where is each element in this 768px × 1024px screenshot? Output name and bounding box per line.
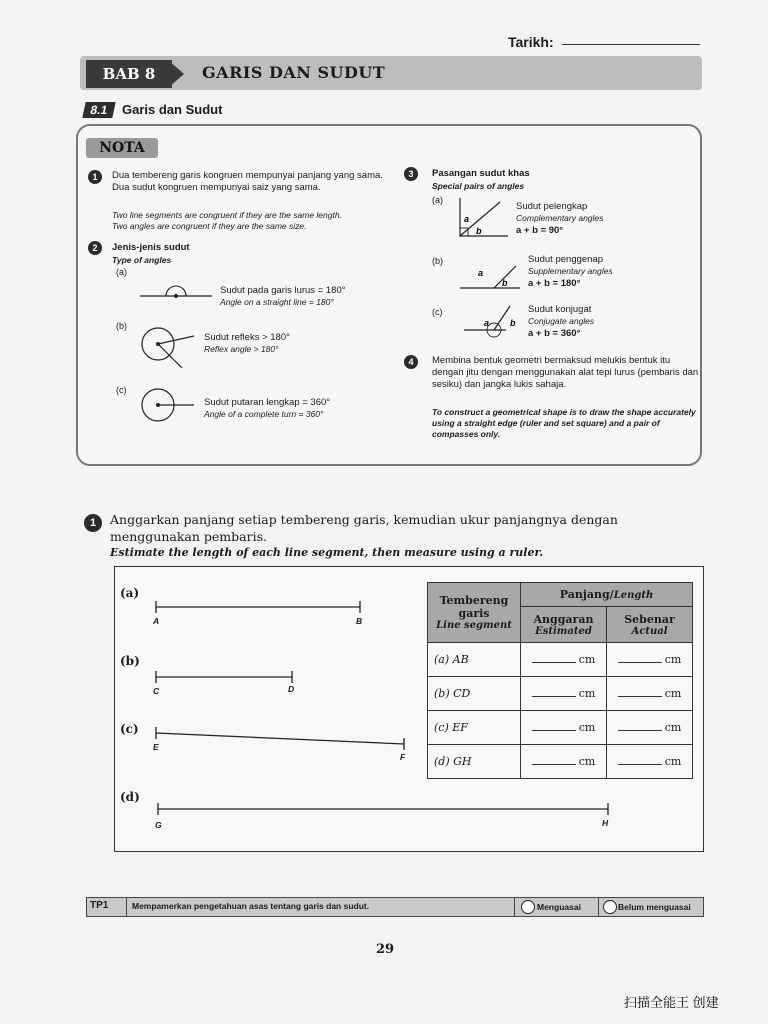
- col-length-header: Panjang/Length: [521, 583, 693, 607]
- note-2b-text: Sudut refleks > 180°: [204, 332, 290, 343]
- note-2-badge: 2: [88, 241, 102, 255]
- angle-a-label: a: [464, 214, 470, 224]
- segment-gh: [150, 802, 614, 816]
- note-2-title: Jenis-jenis sudut: [112, 242, 190, 253]
- section-title: Garis dan Sudut: [122, 102, 223, 117]
- part-c-tag: (c): [120, 722, 139, 736]
- note-4-badge: 4: [404, 355, 418, 369]
- note-3a-text: Sudut pelengkap: [516, 201, 588, 212]
- question-1-badge: 1: [84, 514, 102, 532]
- chevron-right-icon: [168, 60, 184, 88]
- question-1-text: Anggarkan panjang setiap tembereng garis, kemudian ukur panjangnya dengan menggunakan pembaris.: [110, 512, 618, 544]
- col-actual-header: Sebenar Actual: [607, 607, 693, 643]
- note-3a-eq: a + b = 90°: [516, 225, 564, 236]
- note-1-en-1: Two line segments are congruent if they are the same length.: [112, 210, 342, 220]
- note-4-en: To construct a geometrical shape is to draw the shape accurately using a straight edge (ruler and set square) and a pair of compasses only.: [432, 407, 696, 439]
- note-2a-en: Angle on a straight line = 180°: [220, 297, 334, 307]
- point-b-label: B: [356, 616, 363, 626]
- segment-cd: [150, 670, 298, 684]
- question-1-en: Estimate the length of each line segment, then measure using a ruler.: [110, 546, 544, 559]
- svg-text:b: b: [502, 278, 508, 288]
- section-number: 8.1: [82, 102, 115, 118]
- supplementary-angle-figure: [458, 262, 522, 296]
- nota-label: NOTA: [86, 138, 158, 158]
- note-3c-text: Sudut konjugat: [528, 304, 592, 315]
- part-d-tag: (d): [120, 790, 140, 804]
- point-d-label: D: [288, 684, 295, 694]
- tp-divider: [598, 897, 599, 917]
- note-3b-en: Supplementary angles: [528, 266, 613, 276]
- complementary-angle-figure: [452, 196, 512, 240]
- date-blank-line[interactable]: [562, 44, 700, 45]
- table-row: (c) EF cm cm: [428, 711, 693, 745]
- reflex-angle-figure: [138, 320, 198, 370]
- actual-answer-blank[interactable]: cm: [607, 711, 693, 745]
- note-3b-eq: a + b = 180°: [528, 278, 581, 289]
- note-2a-text: Sudut pada garis lurus = 180°: [220, 285, 346, 296]
- note-3b-tag: (b): [432, 256, 443, 266]
- chapter-number: BAB 8: [86, 60, 172, 88]
- not-mastered-radio[interactable]: [603, 900, 617, 914]
- estimated-answer-blank[interactable]: cm: [521, 643, 607, 677]
- note-2c-tag: (c): [116, 385, 127, 395]
- svg-text:b: b: [510, 318, 516, 328]
- note-3-subtitle: Special pairs of angles: [432, 181, 525, 191]
- svg-text:a: a: [484, 318, 490, 328]
- note-2-subtitle: Type of angles: [112, 255, 172, 265]
- part-a-tag: (a): [120, 586, 140, 600]
- note-1-badge: 1: [88, 170, 102, 184]
- conjugate-angle-figure: [460, 304, 522, 346]
- page-number: 29: [376, 942, 395, 957]
- table-row: (d) GH cm cm: [428, 745, 693, 779]
- point-c-label: C: [153, 686, 160, 696]
- note-2a-tag: (a): [116, 267, 127, 277]
- note-1-text: Dua tembereng garis kongruen mempunyai panjang yang sama. Dua sudut kongruen mempunyai saiz yang sama.: [112, 170, 383, 193]
- note-2c-en: Angle of a complete turn = 360°: [204, 409, 324, 419]
- col-line-segment-header: Tembereng garis Line segment: [428, 583, 521, 643]
- mastered-radio[interactable]: [521, 900, 535, 914]
- note-4-text: Membina bentuk geometri bermaksud melukis bentuk itu dengan jitu dengan menggunakan alat tepi lurus (pembaris dan sesiku) dan jangka lukis sahaja.: [432, 355, 699, 390]
- estimated-answer-blank[interactable]: cm: [521, 711, 607, 745]
- note-2c-text: Sudut putaran lengkap = 360°: [204, 397, 331, 408]
- estimated-answer-blank[interactable]: cm: [521, 745, 607, 779]
- part-b-tag: (b): [120, 654, 140, 668]
- svg-text:a: a: [478, 268, 484, 278]
- segment-ef: [150, 726, 410, 752]
- actual-answer-blank[interactable]: cm: [607, 677, 693, 711]
- actual-answer-blank[interactable]: cm: [607, 643, 693, 677]
- point-f-label: F: [400, 752, 406, 762]
- table-row: (a) AB cm cm: [428, 643, 693, 677]
- note-3b-text: Sudut penggenap: [528, 254, 604, 265]
- mastered-label: Menguasai: [537, 902, 581, 912]
- point-a-label: A: [153, 616, 160, 626]
- actual-answer-blank[interactable]: cm: [607, 745, 693, 779]
- note-3-title: Pasangan sudut khas: [432, 168, 530, 179]
- segment-ab: [150, 600, 366, 614]
- angle-b-label: b: [476, 226, 482, 236]
- note-1-en-2: Two angles are congruent if they are the same size.: [112, 221, 307, 231]
- straight-angle-figure: [138, 276, 214, 300]
- col-estimated-header: Anggaran Estimated: [521, 607, 607, 643]
- point-g-label: G: [155, 820, 162, 830]
- scanner-watermark: 扫描全能王 创建: [624, 995, 719, 1010]
- note-3-badge: 3: [404, 167, 418, 181]
- tp-divider: [514, 897, 515, 917]
- tp-label: TP1: [90, 900, 109, 911]
- not-mastered-label: Belum menguasai: [618, 902, 691, 912]
- complete-turn-figure: [138, 384, 198, 426]
- point-e-label: E: [153, 742, 159, 752]
- estimated-answer-blank[interactable]: cm: [521, 677, 607, 711]
- note-2b-tag: (b): [116, 321, 127, 331]
- note-3a-tag: (a): [432, 195, 443, 205]
- note-3a-en: Complementary angles: [516, 213, 604, 223]
- note-2b-en: Reflex angle > 180°: [204, 344, 279, 354]
- tp-description: Mempamerkan pengetahuan asas tentang garis dan sudut.: [132, 901, 370, 911]
- tp-divider: [126, 897, 127, 917]
- note-3c-en: Conjugate angles: [528, 316, 595, 326]
- note-3c-eq: a + b = 360°: [528, 328, 581, 339]
- chapter-title: GARIS DAN SUDUT: [202, 63, 386, 82]
- table-row: (b) CD cm cm: [428, 677, 693, 711]
- point-h-label: H: [602, 818, 609, 828]
- measurement-table: [427, 582, 693, 779]
- date-label: Tarikh:: [508, 34, 554, 50]
- note-3c-tag: (c): [432, 307, 443, 317]
